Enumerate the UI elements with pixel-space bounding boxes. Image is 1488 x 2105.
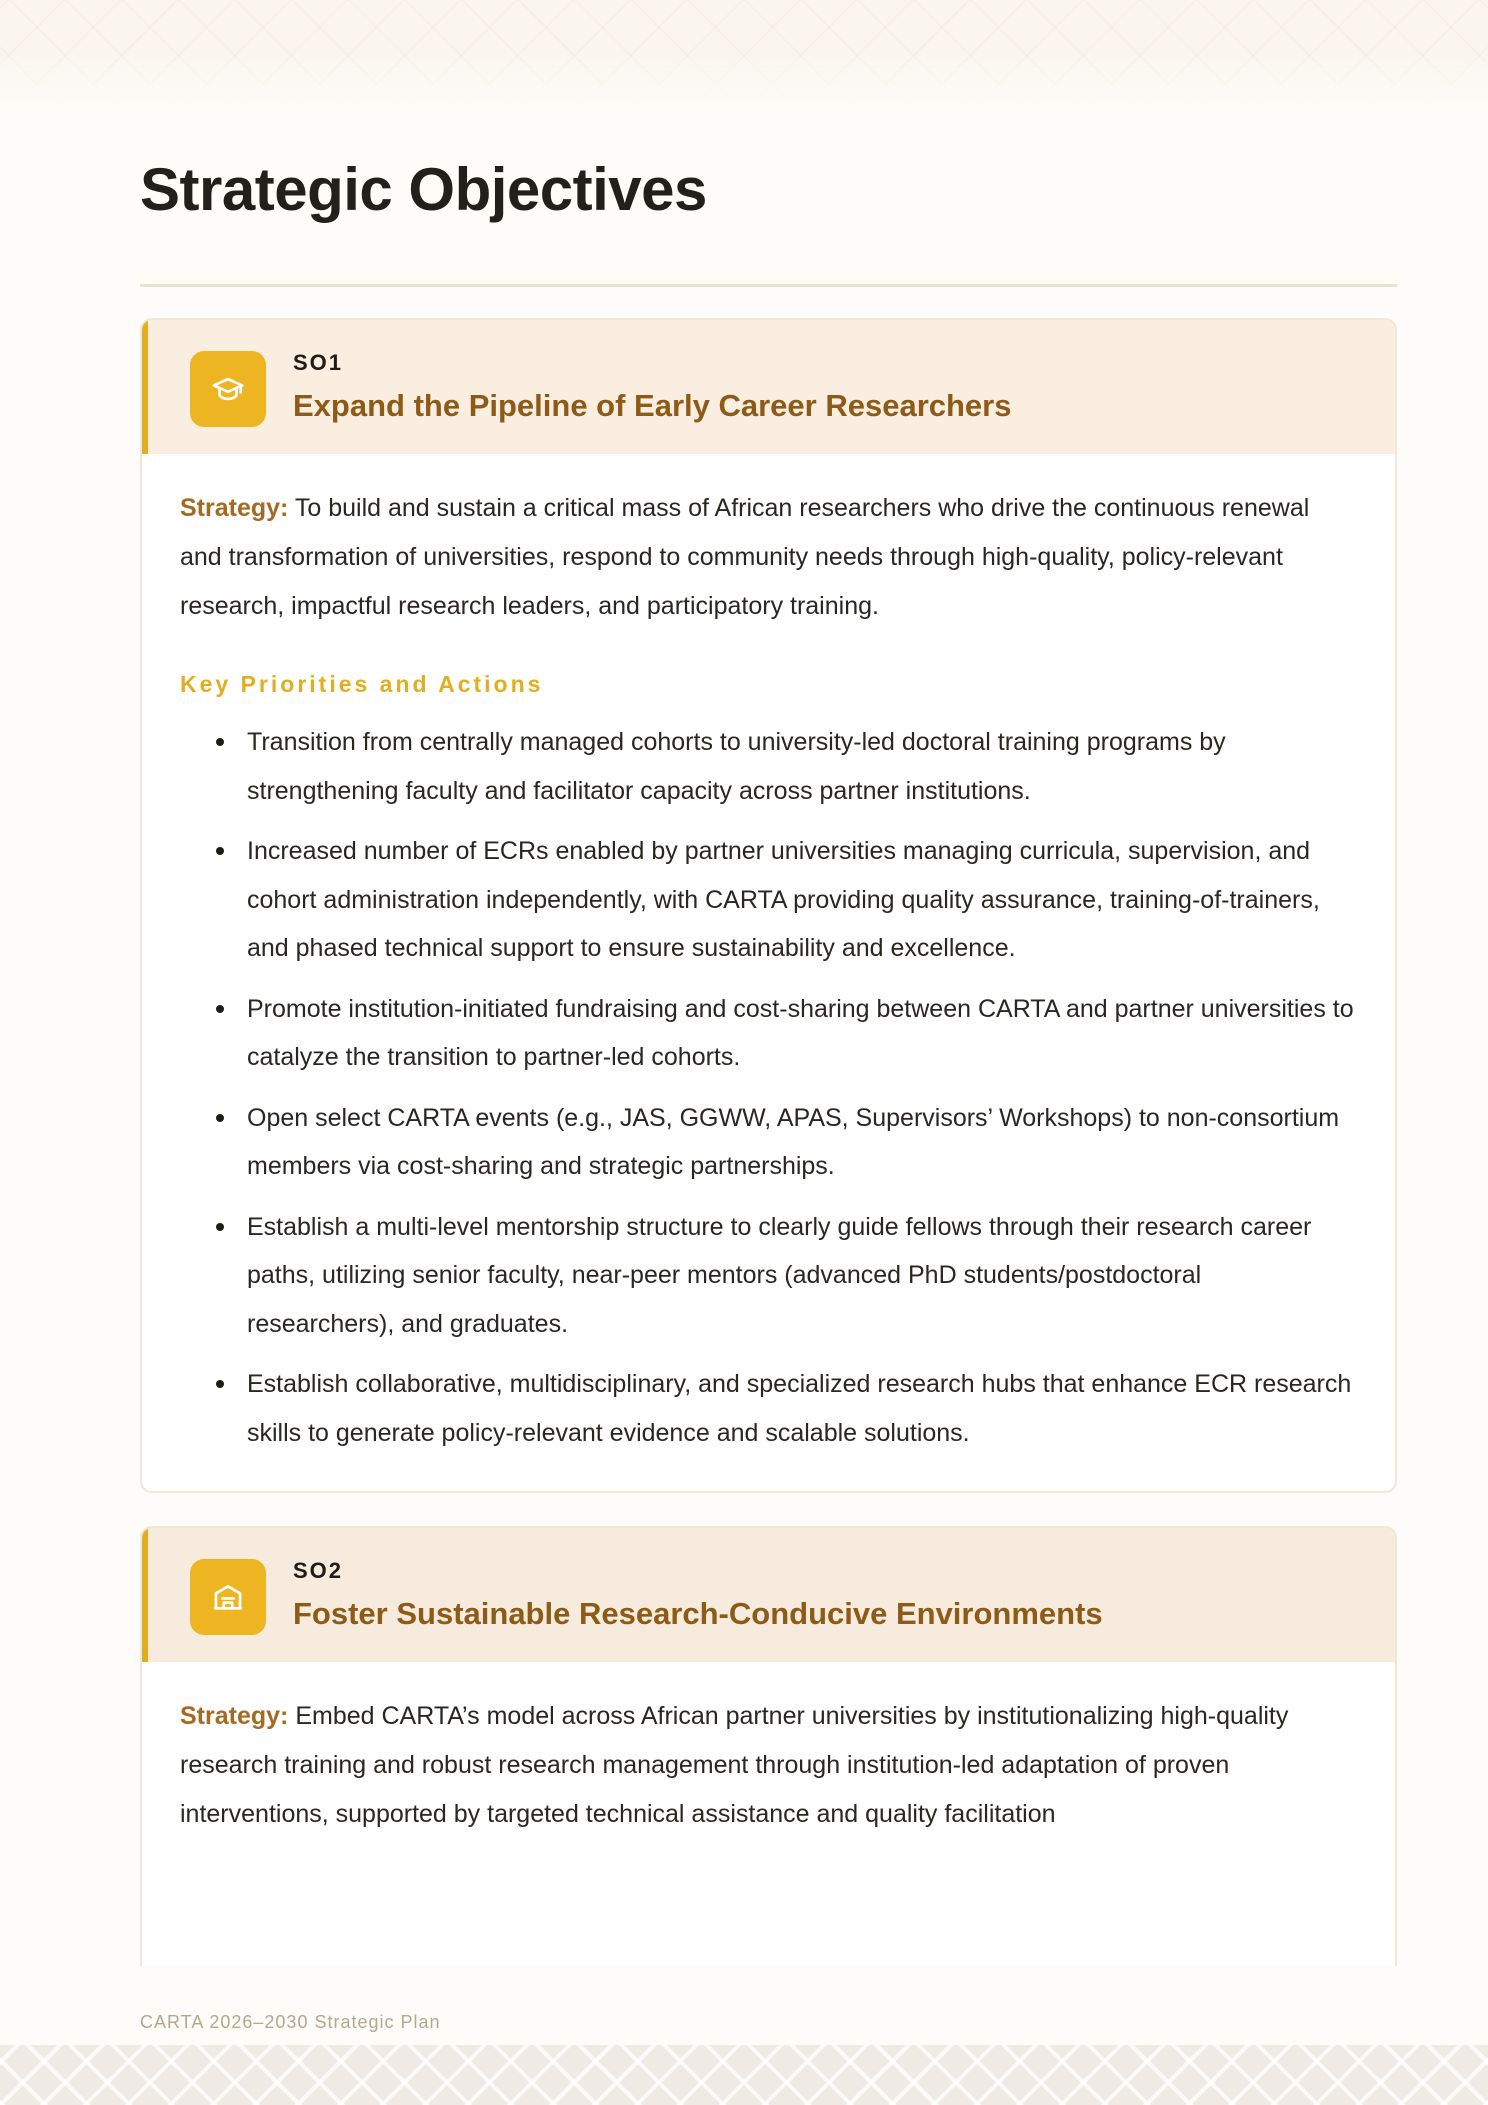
list-item: Promote institution-initiated fundraising and cost-sharing between CARTA and partner universities to catalyze the transition to partner-led cohorts. — [180, 985, 1355, 1082]
objective-body — [142, 454, 1395, 1457]
list-item: Transition from centrally managed cohorts to university-led doctoral training programs by strengthening faculty and facilitator capacity across partner institutions. — [180, 718, 1355, 815]
strategy-text: To build and sustain a critical mass of African researchers who drive the continuous renewal and transformation of universities, respond to community needs through high-quality, policy-relevant research, impactful research leaders, and participatory training. — [180, 494, 1310, 620]
objective-body — [142, 1662, 1395, 1839]
objective-code: SO2 — [293, 1558, 344, 1583]
strategy-paragraph — [180, 1692, 1355, 1839]
objective-code: SO1 — [293, 350, 344, 375]
key-priorities-heading: Key Priorities and Actions — [180, 671, 544, 697]
priorities-list — [180, 718, 1355, 1457]
bottom-pattern-band — [0, 2045, 1488, 2105]
top-pattern-band — [0, 0, 1488, 105]
list-item: Open select CARTA events (e.g., JAS, GGWW, APAS, Supervisors’ Workshops) to non-consortium members via cost-sharing and strategic partnerships. — [180, 1094, 1355, 1191]
list-item: Establish a multi-level mentorship structure to clearly guide fellows through their research career paths, utilizing senior faculty, near-peer mentors (advanced PhD students/postdoctoral researchers), and graduates. — [180, 1203, 1355, 1349]
strategy-label: Strategy: — [180, 494, 289, 522]
strategy-paragraph — [180, 484, 1355, 631]
objective-card-so2 — [140, 1526, 1397, 1966]
objective-header — [142, 1528, 1395, 1662]
objective-header — [142, 320, 1395, 454]
objective-title: Foster Sustainable Research-Conducive Environments — [293, 1596, 1103, 1631]
institution-building-icon — [190, 1559, 266, 1635]
strategy-label: Strategy: — [180, 1702, 289, 1730]
objective-title: Expand the Pipeline of Early Career Researchers — [293, 388, 1012, 423]
page-title: Strategic Objectives — [140, 156, 707, 223]
title-divider — [140, 284, 1397, 287]
strategy-text: Embed CARTA’s model across African partner universities by institutionalizing high-quality research training and robust research management through institution-led adaptation of proven interventions, supported by targeted technical assistance and quality facilitation — [180, 1702, 1289, 1828]
list-item: Establish collaborative, multidisciplinary, and specialized research hubs that enhance ECR research skills to generate policy-relevant evidence and scalable solutions. — [180, 1360, 1355, 1457]
graduation-cap-icon — [190, 351, 266, 427]
footer-text: CARTA 2026–2030 Strategic Plan — [140, 2012, 441, 2032]
list-item: Increased number of ECRs enabled by partner universities managing curricula, supervision, and cohort administration independently, with CARTA providing quality assurance, training-of-trainers, and phased technical support to ensure sustainability and excellence. — [180, 827, 1355, 973]
objective-card-so1 — [140, 318, 1397, 1493]
